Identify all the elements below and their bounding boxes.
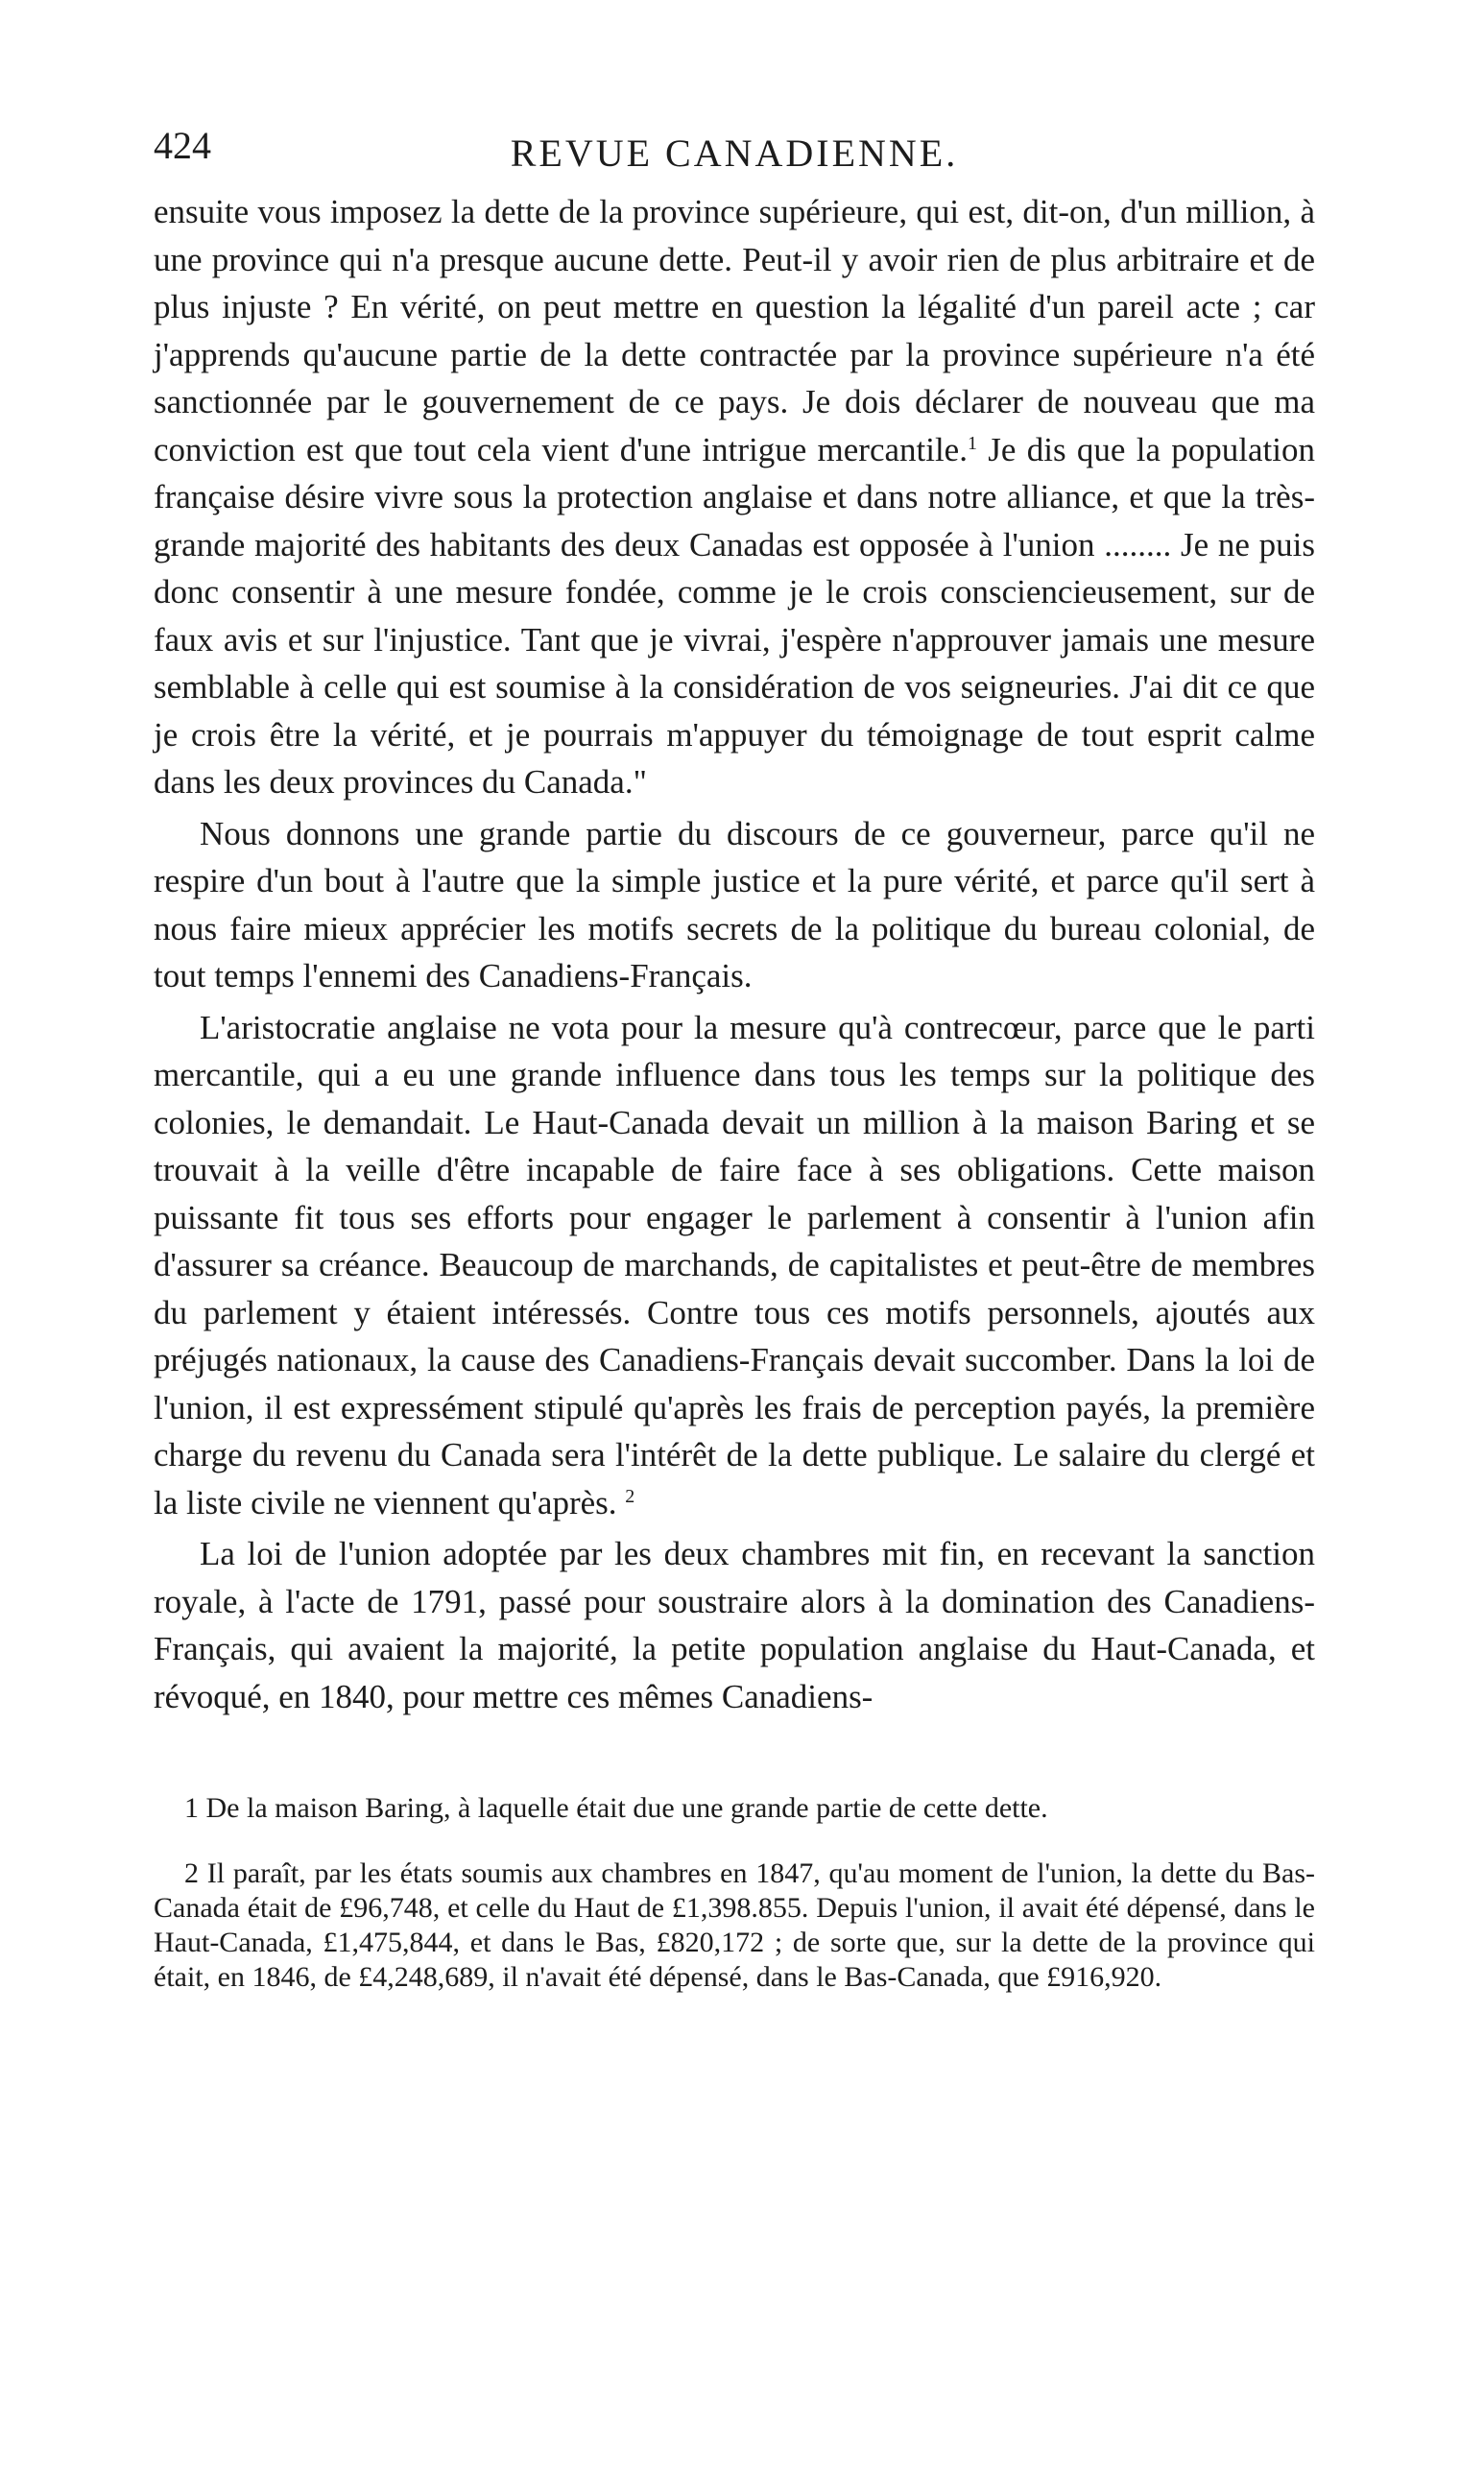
- footnotes: [154, 1791, 1315, 1995]
- paragraph-text: L'aristocratie anglaise ne vota pour la mesure qu'à contrecœur, parce que le parti mercantile, qui a eu une grande influence dans tous les temps sur la politique des colonies, le demandait. Le Haut-Canada devait un million à la maison Baring et se trouvait à la veille d'être incapable de faire face à ses obligations. Cette maison puissante fit tous ses efforts pour engager le parlement à consentir à l'union afin d'assurer sa créance. Beaucoup de marchands, de capitalistes et peut-être de membres du parlement y étaient intéressés. Contre tous ces motifs personnels, ajoutés aux préjugés nationaux, la cause des Canadiens-Français devait succomber. Dans la loi de l'union, il est expressément stipulé qu'après les frais de perception payés, la première charge du revenu du Canada sera l'intérêt de la dette publique. Le salaire du clergé et la liste civile ne viennent qu'après.: [154, 1008, 1315, 1521]
- paragraph-text: ensuite vous imposez la dette de la province supérieure, qui est, dit-on, d'un million, à une province qui n'a presque aucune dette. Peut-il y avoir rien de plus arbitraire et de plus injuste ? En vérité, on peut mettre en question la légalité d'un pareil acte ; car j'apprends qu'aucune partie de la dette contractée par la province supérieure n'a été sanctionnée par le gouvernement de ce pays. Je dois déclarer de nouveau que ma conviction est que tout cela vient d'une intrigue mercantile.: [154, 193, 1315, 468]
- page-number: 424: [154, 124, 211, 167]
- paragraph: La loi de l'union adoptée par les deux chambres mit fin, en recevant la sanction royale, à l'acte de 1791, passé pour soustraire alors à la domination des Canadiens-Français, qui avaient la majorité, la petite population anglaise du Haut-Canada, et révoqué, en 1840, pour mettre ces mêmes Canadiens-: [154, 1535, 1315, 1715]
- journal-title: REVUE CANADIENNE.: [510, 132, 959, 175]
- footnote-number: 2: [184, 1857, 199, 1889]
- footnote: [154, 1856, 1315, 1995]
- paragraph-continuation: [154, 188, 1315, 806]
- paragraph: Nous donnons une grande partie du discours de ce gouverneur, parce qu'il ne respire d'un bout à l'autre que la simple justice et la pure vérité, et parce qu'il sert à nous faire mieux apprécier les motifs secrets de la politique du bureau colonial, de tout temps l'ennemi des Canadiens-Français.: [154, 814, 1315, 994]
- footnote: [154, 1791, 1315, 1826]
- footnote-reference: 2: [625, 1485, 635, 1507]
- body-text: [154, 188, 1315, 1720]
- footnote-text: Il paraît, par les états soumis aux chambres en 1847, qu'au moment de l'union, la dette du Bas-Canada était de £96,748, et celle du Haut de £1,398.855. Depuis l'union, il avait été dépensé, dans le Haut-Canada, £1,475,844, et dans le Bas, £820,172 ; de sorte que, sur la dette de la province qui était, en 1846, de £4,248,689, il n'avait été dépensé, dans le Bas-Canada, que £916,920.: [154, 1857, 1315, 1993]
- running-head: [154, 115, 1315, 173]
- footnote-reference: 1: [967, 432, 977, 454]
- book-page: [154, 115, 1315, 2025]
- footnote-text: De la maison Baring, à laquelle était due une grande partie de cette dette.: [199, 1792, 1048, 1824]
- footnote-number: 1: [184, 1792, 199, 1824]
- paragraph: [154, 1004, 1315, 1527]
- paragraph-text: Je dis que la population française désire vivre sous la protection anglaise et dans notre alliance, et que la très-grande majorité des habitants des deux Canadas est opposée à l'union ........ Je ne puis donc consentir à une mesure fondée, comme je le crois consciencieusement, sur de faux avis et sur l'injustice. Tant que je vivrai, j'espère n'approuver jamais une mesure semblable à celle qui est soumise à la considération de vos seigneuries. J'ai dit ce que je crois être la vérité, et je pourrais m'appuyer du témoignage de tout esprit calme dans les deux provinces du Canada.": [154, 430, 1315, 801]
